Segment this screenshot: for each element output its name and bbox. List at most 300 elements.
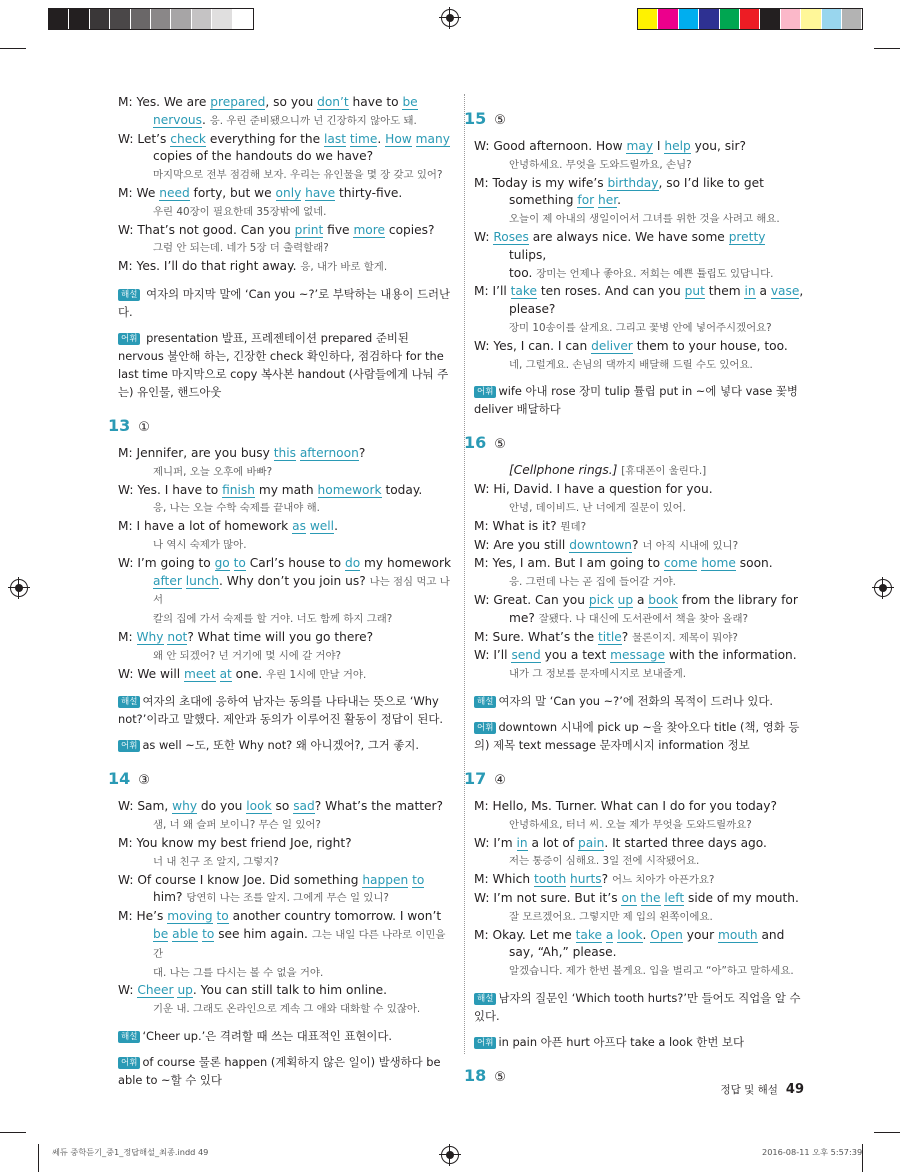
blank-answer: may: [626, 139, 654, 153]
dialogue-text: W: I’ll: [474, 648, 512, 663]
page-number: 49: [785, 1082, 804, 1097]
dialogue-line: [118, 835, 452, 853]
dialogue-line: [474, 537, 804, 556]
blank-answer: not: [167, 629, 188, 644]
dialogue-text: M:: [118, 629, 137, 644]
dialogue-text: W: Yes, I can. I can: [474, 338, 592, 353]
explanation: [118, 1027, 452, 1045]
dialogue-line: [474, 265, 804, 284]
explanation-label: 해설: [474, 696, 496, 708]
dialogue-text: M: He’s: [118, 909, 168, 924]
question-number: 14: [108, 769, 131, 789]
color-swatch: [781, 9, 801, 29]
translation-text: 잘 모르겠어요. 그렇지만 제 입의 왼쪽이에요.: [509, 910, 713, 923]
dialogue-text: [216, 667, 220, 681]
blank-answer: for: [577, 193, 595, 208]
dialogue-line: [474, 610, 804, 629]
color-swatch: [212, 9, 232, 29]
dialogue-text: M: We: [118, 185, 160, 200]
dialogue-text: today.: [381, 482, 423, 497]
dialogue-text: my math: [254, 482, 318, 497]
dialogue-line: [474, 573, 804, 592]
vocabulary-text: as well ~도, 또한 Why not? 왜 아니겠어?, 그거 좋지.: [142, 738, 420, 753]
dialogue-text: W:: [474, 229, 494, 244]
explanation-text: 여자의 초대에 응하여 남자는 동의를 나타내는 뜻으로 ‘Why not?’이라고 말했다. 제안과 동의가 이루어진 활동이 정답이 된다.: [118, 694, 443, 727]
dialogue-text: , so you: [265, 95, 318, 109]
blank-answer: put: [684, 284, 705, 299]
translation-text: 그는 내일 다른 나라로 이민을 간: [153, 928, 446, 960]
translation-text: 우린 40장이 필요한데 35장밖에 없네.: [153, 205, 327, 218]
blank-answer: to: [216, 909, 229, 924]
dialogue-text: W: Are you still: [474, 537, 570, 552]
dialogue-line: [118, 853, 452, 872]
dialogue-text: and: [757, 927, 785, 942]
dialogue-line: [474, 192, 804, 210]
blank-answer: meet: [184, 666, 216, 681]
translation-text: 샘, 너 왜 슬퍼 보이니? 무슨 일 있어?: [153, 819, 321, 832]
dialogue-line: [118, 982, 452, 1000]
dialogue-text: have to: [348, 95, 403, 109]
dialogue-line: [118, 112, 452, 131]
answer-choice: ⑤: [494, 113, 506, 128]
blank-answer: take: [575, 927, 602, 942]
translation-text: 나는 점심 먹고 나서: [153, 575, 450, 607]
crop-mark: [874, 48, 900, 49]
dialogue-line: [474, 356, 804, 375]
blank-answer: sad: [293, 799, 315, 814]
blank-answer: be: [402, 95, 418, 109]
dialogue-text: a: [633, 592, 649, 607]
dialogue-text: another country tomorrow. I won’t: [228, 909, 442, 924]
dialogue-line: [474, 518, 804, 537]
dialogue-text: M: You know my best friend Joe, right?: [118, 835, 352, 850]
explanation-text: 남자의 질문인 ‘Which tooth hurts?’만 들어도 직업을 알 수 있다.: [474, 990, 801, 1023]
dialogue-line: [118, 889, 452, 908]
slug-date: 2016-08-11 오후 5:57:39: [762, 1147, 863, 1157]
blank-answer: check: [170, 131, 206, 146]
blank-answer: pretty: [728, 229, 766, 244]
blank-answer: Roses: [493, 229, 529, 244]
dialogue-line: [474, 210, 804, 229]
blank-answer: book: [648, 592, 679, 607]
vocabulary-text: downtown 시내에 pick up ~을 찾아오다 title (책, 영화 등의) 제목 text message 문자메시지 information 정보: [474, 719, 800, 752]
right-column: [464, 94, 804, 1095]
dialogue-text: something: [509, 193, 578, 208]
translation-text: 내가 그 정보를 문자메시지로 보내줄게.: [509, 668, 687, 681]
vocabulary-text: of course 물론 happen (계획하지 않은 일이) 발생하다 be able to ~할 수 있다: [118, 1054, 441, 1087]
blank-answer: last: [324, 131, 346, 146]
blank-answer: home: [701, 556, 736, 571]
blank-answer: How: [385, 131, 412, 146]
explanation: [118, 692, 452, 728]
dialogue-line: [474, 499, 804, 518]
color-swatch: [90, 9, 110, 29]
vocabulary: [118, 1053, 452, 1089]
color-swatch: [638, 9, 658, 29]
dialogue-line: [474, 592, 804, 610]
dialogue-line: [474, 852, 804, 871]
blank-answer: to: [202, 926, 215, 941]
dialogue-line: [474, 835, 804, 853]
blank-answer: in: [516, 835, 528, 850]
dialogue-line: [118, 647, 452, 666]
translation-text: 알겠습니다. 제가 한번 볼게요. 입을 벌리고 “아”하고 말하세요.: [509, 965, 794, 978]
dialogue-text: M: Yes, I am. But I am going to: [474, 556, 664, 571]
dialogue-line: [118, 518, 452, 536]
translation-text: [휴대폰이 울린다.]: [621, 465, 707, 478]
answer-choice: ③: [138, 773, 150, 789]
explanation-label: 해설: [118, 1031, 140, 1043]
left-column: [108, 94, 452, 1089]
explanation: [474, 692, 804, 710]
dialogue-line: [118, 239, 452, 258]
answer-choice: ⑤: [494, 437, 506, 453]
crop-mark: [874, 1132, 900, 1133]
blank-answer: nervous: [153, 112, 202, 127]
vocabulary: [474, 1033, 804, 1051]
vocabulary-label: 어휘: [118, 740, 140, 752]
explanation-label: 해설: [474, 993, 496, 1005]
color-swatch: [233, 9, 253, 29]
color-swatch: [131, 9, 151, 29]
color-swatch: [49, 9, 69, 29]
dialogue-text: you, sir?: [690, 139, 746, 153]
translation-text: 잘됐다. 나 대신에 도서관에서 책을 찾아 올래?: [538, 612, 749, 625]
translation-text: 뭔데?: [560, 520, 587, 533]
dialogue-text: W: I’m: [474, 835, 517, 850]
dialogue-line: [118, 573, 452, 611]
crop-mark: [0, 48, 26, 49]
dialogue-text: M: Hello, Ms. Turner. What can I do for you today?: [474, 798, 777, 813]
color-swatch: [760, 9, 780, 29]
registration-mark-icon: [441, 1146, 459, 1164]
blank-answer: the: [640, 890, 661, 905]
dialogue-line: [474, 871, 804, 890]
color-swatch: [192, 9, 212, 29]
blank-answer: her: [598, 193, 618, 208]
vocabulary-text: wife 아내 rose 장미 tulip 튤립 put in ~에 넣다 vase 꽃병 deliver 배달하다: [474, 384, 798, 417]
dialogue-line: [474, 319, 804, 338]
translation-text: 대. 나는 그를 다시는 볼 수 없을 거야.: [153, 966, 324, 979]
dialogue-text: W: Of course I know Joe. Did something: [118, 872, 363, 887]
blank-answer: at: [219, 666, 232, 681]
dialogue-text: ten roses. And can you: [537, 284, 685, 299]
translation-text: 장미 10송이를 살게요. 그리고 꽃병 안에 넣어주시겠어요?: [509, 321, 772, 334]
translation-text: 장미는 언제나 좋아요. 저희는 예쁜 튤립도 있답니다.: [536, 267, 774, 280]
dialogue-text: ,: [799, 284, 804, 299]
dialogue-line: [474, 816, 804, 835]
dialogue-text: my homework: [360, 555, 452, 570]
color-swatch: [740, 9, 760, 29]
answer-choice: ④: [494, 772, 506, 788]
dialogue-line: [118, 964, 452, 983]
dialogue-line: [118, 908, 452, 926]
translation-text: 너 내 친구 조 알지, 그렇지?: [153, 855, 279, 868]
dialogue-line: [474, 555, 804, 573]
dialogue-text: side of my mouth.: [684, 890, 799, 905]
dialogue-text: your: [682, 927, 719, 942]
answer-choice: ①: [138, 419, 150, 435]
dialogue-text: ?: [632, 537, 643, 552]
blank-answer: to: [412, 872, 425, 887]
dialogue-line: [118, 816, 452, 835]
dialogue-line: [118, 499, 452, 518]
vocabulary-label: 어휘: [118, 1057, 140, 1069]
blank-answer: pain: [578, 835, 605, 850]
dialogue-text: I: [653, 139, 665, 153]
dialogue-text: you a text: [540, 648, 611, 663]
blank-answer: vase: [770, 284, 800, 299]
dialogue-text: . You can still talk to him online.: [192, 983, 388, 998]
dialogue-text: M: Okay. Let me: [474, 927, 576, 942]
dialogue-line: [474, 665, 804, 684]
dialogue-text: W:: [118, 983, 138, 998]
blank-answer: take: [510, 284, 537, 299]
explanation-label: 해설: [118, 696, 140, 708]
vocabulary: [474, 382, 804, 418]
blank-answer: mouth: [718, 927, 758, 942]
section-title: 정답 및 해설: [720, 1084, 778, 1096]
dialogue-text: thirty-five.: [335, 185, 403, 200]
dialogue-text: [213, 909, 217, 923]
translation-text: 응, 내가 바로 할게.: [300, 261, 388, 274]
dialogue-line: [474, 890, 804, 908]
dialogue-text: say, “Ah,” please.: [509, 945, 617, 960]
dialogue-text: them: [704, 284, 745, 299]
color-swatch: [679, 9, 699, 29]
color-swatch: [801, 9, 821, 29]
dialogue-text: .: [617, 193, 622, 208]
dialogue-text: everything for the: [205, 131, 325, 146]
dialogue-text: M: What is it?: [474, 518, 561, 533]
translation-text: 응. 그런데 나는 곧 집에 들어갈 거야.: [509, 576, 676, 589]
translation-text: 칼의 집에 가서 숙제를 할 거야. 너도 함께 하지 그래?: [153, 613, 393, 626]
blank-answer: pick: [588, 592, 614, 607]
dialogue-line: [118, 258, 452, 277]
blank-answer: able: [172, 926, 199, 941]
vocabulary-label: 어휘: [118, 333, 140, 345]
dialogue-text: forty, but we: [189, 185, 276, 200]
blank-answer: in: [744, 284, 756, 299]
blank-answer: finish: [222, 482, 255, 497]
blank-answer: to: [233, 555, 246, 570]
dialogue-line: [474, 629, 804, 648]
vocabulary-text: presentation 발표, 프레젠테이션 prepared 준비된 nervous 불안해 하는, 긴장한 check 확인하다, 점검하다 for the last time 마지막으로 copy 복사본 handout (사람들에게 나눠 주는) 유인물, 핸드아웃: [118, 330, 449, 399]
dialogue-text: one.: [231, 666, 267, 681]
color-swatch: [151, 9, 171, 29]
translation-text: 응. 우린 준비됐으니까 넌 긴장하지 않아도 돼.: [209, 114, 417, 127]
dialogue-text: a lot of: [527, 835, 578, 850]
question-number: 17: [464, 768, 487, 788]
dialogue-line: [474, 462, 804, 481]
dialogue-line: [118, 798, 452, 816]
question-17: [464, 768, 804, 1051]
translation-text: 응, 나는 오늘 수학 숙제를 끝내야 해.: [153, 502, 320, 515]
blank-answer: send: [511, 648, 541, 663]
blank-answer: Open: [650, 927, 683, 942]
dialogue-text: see him again.: [214, 926, 312, 941]
dialogue-line: [474, 908, 804, 927]
dialogue-text: W: Hi, David. I have a question for you.: [474, 482, 713, 497]
translation-text: 우린 1시에 만날 거야.: [266, 668, 367, 681]
q12-continued: [118, 94, 452, 277]
blank-answer: a: [605, 927, 614, 942]
q12-explanation: [118, 285, 452, 321]
translation-text: 물론이지. 제목이 뭐야?: [632, 631, 738, 644]
dialogue-text: W: Let’s: [118, 131, 171, 146]
dialogue-text: [637, 891, 641, 905]
translation-text: 왜 안 되겠어? 넌 거기에 몇 시에 갈 거야?: [153, 649, 342, 662]
dialogue-text: five: [323, 222, 354, 237]
question-13: [108, 415, 452, 754]
page-footer: [721, 1082, 804, 1097]
dialogue-line: [118, 222, 452, 240]
question-header: [464, 768, 804, 790]
dialogue-text: W: Yes. I have to: [118, 482, 223, 497]
dialogue-text: are always nice. We have some: [528, 229, 729, 244]
dialogue-text: W: Great. Can you: [474, 592, 589, 607]
column-divider: [464, 94, 465, 1054]
translation-text: 마지막으로 전부 점검해 보자. 우리는 유인물을 몇 장 갖고 있어?: [153, 169, 443, 182]
vocabulary-text: in pain 아픈 hurt 아프다 take a look 한번 보다: [498, 1034, 744, 1049]
registration-mark-icon: [874, 579, 892, 597]
translation-text: 네, 그럴게요. 손님의 댁까지 배달해 드릴 수도 있어요.: [509, 358, 753, 371]
color-swatch: [658, 9, 678, 29]
dialogue-text: M: Sure. What’s the: [474, 629, 598, 644]
translation-text: 기운 내. 그래도 온라인으로 계속 그 애와 대화할 수 있잖아.: [153, 1003, 421, 1016]
blank-answer: lunch: [185, 573, 219, 588]
blank-answer: tooth: [533, 872, 567, 887]
blank-answer: up: [617, 592, 634, 607]
blank-answer: prepared: [210, 95, 266, 109]
question-header: [464, 432, 804, 454]
dialogue-line: [118, 463, 452, 482]
translation-text: 어느 치아가 아픈가요?: [611, 874, 715, 887]
crop-mark: [0, 1132, 26, 1133]
dialogue-line: [474, 481, 804, 499]
dialogue-line: [118, 185, 452, 203]
dialogue-line: [474, 229, 804, 265]
question-header: [108, 415, 452, 437]
blank-answer: moving: [167, 909, 213, 924]
dialogue-text: soon.: [735, 556, 773, 571]
blank-answer: look: [246, 799, 272, 814]
dialogue-text: copies?: [385, 222, 435, 237]
dialogue-text: too.: [509, 265, 537, 280]
dialogue-text: please?: [509, 302, 556, 317]
dialogue-text: ?: [601, 872, 612, 887]
translation-text: 안녕하세요, 터너 씨. 오늘 제가 무엇을 도와드릴까요?: [509, 818, 752, 831]
registration-mark-icon: [10, 579, 28, 597]
dialogue-text: . It started three days ago.: [604, 835, 767, 850]
dialogue-line: [118, 1000, 452, 1019]
crop-mark: [38, 1144, 39, 1172]
translation-text: 안녕하세요. 무엇을 도와드릴까요, 손님?: [509, 158, 692, 171]
blank-answer: print: [294, 222, 324, 237]
dialogue-line: [474, 138, 804, 156]
question-16: [464, 432, 804, 754]
explanation-text: 여자의 마지막 말에 ‘Can you ~?’로 부탁하는 내용이 드러난다.: [118, 286, 451, 319]
dialogue-line: [474, 927, 804, 945]
blank-answer: time: [349, 131, 378, 146]
dialogue-text: M: Which: [474, 872, 534, 887]
translation-text: 나 역시 숙제가 많아.: [153, 538, 247, 551]
dialogue-text: a: [755, 284, 771, 299]
dialogue-text: M: I have a lot of homework: [118, 519, 293, 534]
dialogue-line: [118, 482, 452, 500]
dialogue-text: him?: [153, 890, 187, 905]
dialogue-text: W: That’s not good. Can you: [118, 222, 295, 237]
dialogue-line: [118, 166, 452, 185]
answer-choice: ⑤: [494, 1069, 506, 1085]
blank-answer: Cheer: [137, 983, 174, 998]
dialogue-line: [474, 175, 804, 193]
color-bar: [637, 8, 863, 30]
dialogue-line: [118, 94, 452, 112]
question-header: [464, 108, 804, 130]
blank-answer: do: [344, 555, 361, 570]
blank-answer: homework: [317, 482, 382, 497]
dialogue-text: .: [642, 927, 651, 942]
blank-answer: on: [621, 890, 637, 905]
dialogue-text: M: Jennifer, are you busy: [118, 445, 274, 460]
blank-answer: as: [292, 519, 306, 534]
blank-answer: help: [664, 139, 691, 153]
dialogue-line: [474, 798, 804, 816]
dialogue-text: [Cellphone rings.]: [509, 463, 618, 478]
blank-answer: more: [353, 222, 386, 237]
dialogue-line: [118, 926, 452, 964]
dialogue-text: so: [271, 799, 294, 814]
registration-mark-icon: [441, 9, 459, 27]
translation-text: 당연히 나는 조를 알지. 그에게 무슨 일 있니?: [186, 892, 389, 905]
blank-answer: have: [305, 185, 336, 200]
dialogue-line: [474, 301, 804, 319]
blank-answer: downtown: [569, 537, 633, 552]
dialogue-text: tulips,: [509, 247, 547, 262]
blank-answer: birthday: [607, 175, 659, 190]
dialogue-text: ?: [621, 629, 633, 644]
question-14: [108, 768, 452, 1089]
translation-text: 오늘이 제 아내의 생일이어서 그녀를 위한 것을 사려고 해요.: [509, 213, 780, 226]
question-number: 13: [108, 415, 131, 435]
blank-answer: this: [273, 445, 296, 460]
translation-text: 안녕, 데이비드. 난 너에게 질문이 있어.: [509, 501, 686, 514]
vocabulary-label: 어휘: [474, 722, 496, 734]
dialogue-line: [474, 944, 804, 962]
color-swatch: [842, 9, 862, 29]
explanation: [474, 989, 804, 1025]
blank-answer: many: [415, 131, 450, 146]
dialogue-line: [474, 962, 804, 981]
dialogue-line: [118, 555, 452, 573]
translation-text: 제니퍼, 오늘 오후에 바빠?: [153, 465, 273, 478]
dialogue-line: [474, 338, 804, 356]
dialogue-text: do you: [197, 799, 247, 814]
blank-answer: message: [610, 648, 665, 663]
blank-answer: be: [153, 926, 169, 941]
dialogue-text: .: [334, 519, 338, 534]
translation-text: 그럼 안 되는데. 네가 5장 더 출력할래?: [153, 242, 329, 255]
dialogue-text: W: Sam,: [118, 799, 173, 814]
dialogue-line: [118, 610, 452, 629]
blank-answer: up: [177, 983, 193, 998]
dialogue-line: [118, 536, 452, 555]
blank-answer: title: [597, 629, 622, 644]
dialogue-text: ?: [358, 445, 366, 460]
dialogue-line: [118, 148, 452, 166]
dialogue-text: from the library for: [678, 592, 798, 607]
